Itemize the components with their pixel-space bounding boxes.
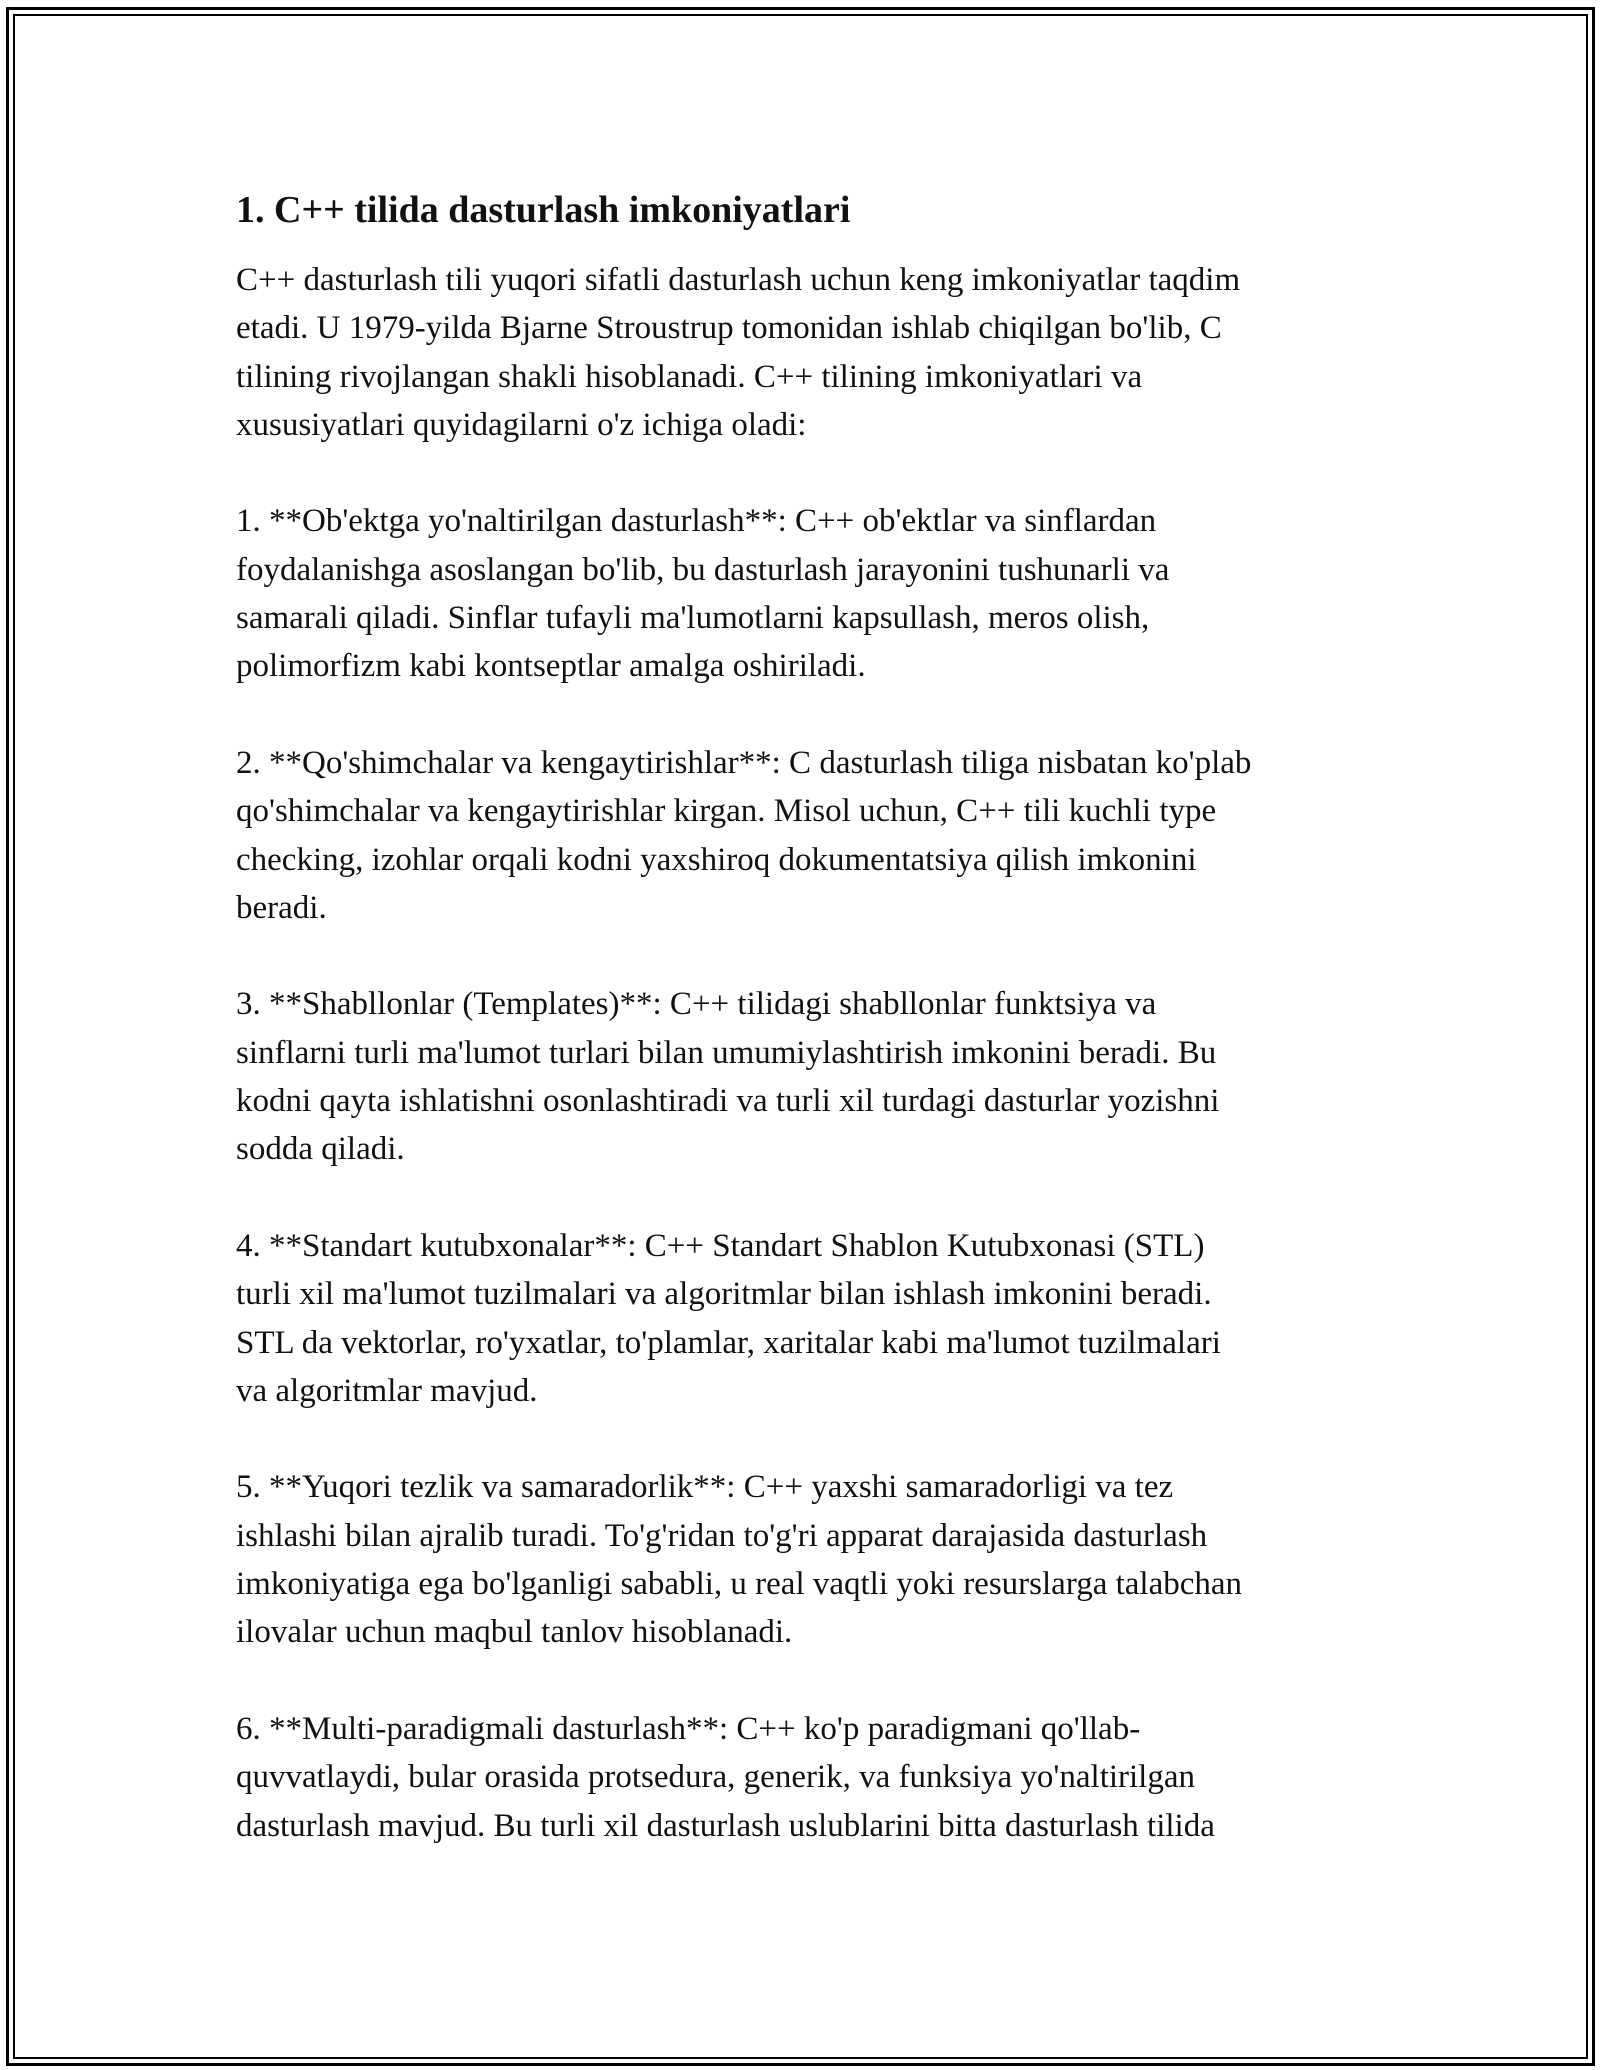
list-item-extensions	[236, 739, 1376, 932]
text-line: imkoniyatiga ega bo'lganligi sababli, u real vaqtli yoki resurslarga talabchan	[236, 1566, 1243, 1603]
text-line: qo'shimchalar va kengaytirishlar kirgan. Misol uchun, C++ tili kuchli type	[236, 793, 1217, 830]
list-item-oop	[236, 497, 1376, 690]
text-line: xususiyatlari quyidagilarni o'z ichiga oladi:	[236, 406, 807, 443]
text-line: ilovalar uchun maqbul tanlov hisoblanadi.	[236, 1614, 793, 1651]
text-line: dasturlash mavjud. Bu turli xil dasturlash uslublarini bitta dasturlash tilida	[236, 1807, 1215, 1844]
document-body	[236, 186, 1376, 1898]
text-line: checking, izohlar orqali kodni yaxshiroq dokumentatsiya qilish imkonini	[236, 841, 1197, 878]
text-line: 1. **Ob'ektga yo'naltirilgan dasturlash**: C++ ob'ektlar va sinflardan	[236, 503, 1157, 540]
text-line: etadi. U 1979-yilda Bjarne Stroustrup tomonidan ishlab chiqilgan bo'lib, C	[236, 310, 1222, 347]
text-line: quvvatlaydi, bular orasida protsedura, generik, va funksiya yo'naltirilgan	[236, 1759, 1195, 1796]
text-line: va algoritmlar mavjud.	[236, 1372, 538, 1409]
text-line: sinflarni turli ma'lumot turlari bilan umumiylashtirish imkonini beradi. Bu	[236, 1034, 1217, 1071]
text-line: 6. **Multi-paradigmali dasturlash**: C++ ko'p paradigmani qo'llab-	[236, 1710, 1141, 1747]
list-item-templates	[236, 980, 1376, 1173]
section-heading: 1. C++ tilida dasturlash imkoniyatlari	[236, 189, 851, 231]
text-line: STL da vektorlar, ro'yxatlar, to'plamlar, xaritalar kabi ma'lumot tuzilmalari	[236, 1324, 1221, 1361]
text-line: foydalanishga asoslangan bo'lib, bu dasturlash jarayonini tushunarli va	[236, 551, 1170, 588]
text-line: samarali qiladi. Sinflar tufayli ma'lumotlarni kapsullash, meros olish,	[236, 600, 1150, 637]
text-line: 4. **Standart kutubxonalar**: C++ Standart Shablon Kutubxonasi (STL)	[236, 1227, 1205, 1264]
text-line: polimorfizm kabi kontseptlar amalga oshiriladi.	[236, 648, 866, 685]
text-line: 3. **Shabllonlar (Templates)**: C++ tilidagi shabllonlar funktsiya va	[236, 986, 1157, 1023]
text-line: sodda qiladi.	[236, 1131, 405, 1168]
text-line: turli xil ma'lumot tuzilmalari va algoritmlar bilan ishlash imkonini beradi.	[236, 1276, 1212, 1313]
text-line: 5. **Yuqori tezlik va samaradorlik**: C++ yaxshi samaradorligi va tez	[236, 1469, 1174, 1506]
intro-paragraph	[236, 256, 1376, 449]
text-line: kodni qayta ishlatishni osonlashtiradi va turli xil turdagi dasturlar yozishni	[236, 1083, 1220, 1120]
text-line: tilining rivojlangan shakli hisoblanadi. C++ tilining imkoniyatlari va	[236, 358, 1143, 395]
list-item-performance	[236, 1463, 1376, 1656]
list-item-stl	[236, 1222, 1376, 1415]
list-item-multiparadigm	[236, 1705, 1376, 1850]
text-line: ishlashi bilan ajralib turadi. To'g'ridan to'g'ri apparat darajasida dasturlash	[236, 1517, 1208, 1554]
text-line: 2. **Qo'shimchalar va kengaytirishlar**: C dasturlash tiliga nisbatan ko'plab	[236, 744, 1252, 781]
text-line: beradi.	[236, 889, 327, 926]
text-line: C++ dasturlash tili yuqori sifatli dasturlash uchun keng imkoniyatlar taqdim	[236, 262, 1241, 298]
